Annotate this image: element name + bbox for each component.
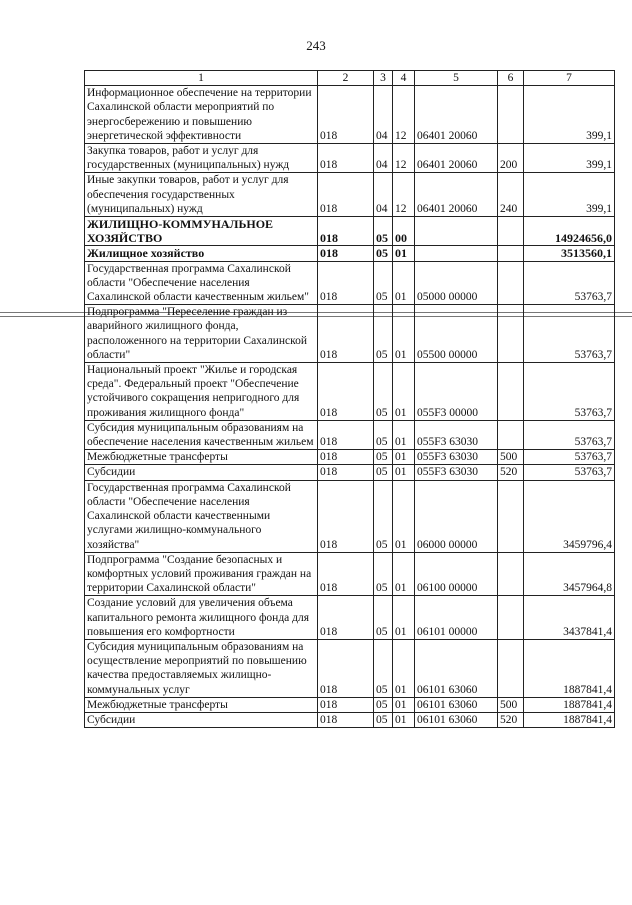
header-col-1: 1 bbox=[85, 71, 318, 86]
ministry-code-cell: 018 bbox=[318, 246, 374, 261]
section-cell: 04 bbox=[374, 173, 393, 217]
target-article-cell: 06401 20060 bbox=[415, 86, 498, 144]
item-name-cell: Субсидии bbox=[85, 465, 318, 480]
expense-type-cell: 520 bbox=[498, 712, 524, 727]
subsection-cell: 01 bbox=[393, 246, 415, 261]
subsection-cell: 01 bbox=[393, 596, 415, 640]
section-cell: 05 bbox=[374, 697, 393, 712]
expense-type-cell bbox=[498, 261, 524, 305]
subsection-cell: 01 bbox=[393, 480, 415, 552]
table-row bbox=[85, 261, 615, 305]
subsection-cell: 00 bbox=[393, 217, 415, 246]
section-cell: 05 bbox=[374, 639, 393, 697]
amount-cell: 1887841,4 bbox=[524, 639, 615, 697]
section-cell: 05 bbox=[374, 450, 393, 465]
expense-type-cell bbox=[498, 305, 524, 363]
amount-cell: 53763,7 bbox=[524, 261, 615, 305]
amount-cell: 53763,7 bbox=[524, 465, 615, 480]
table-row bbox=[85, 450, 615, 465]
subsection-cell: 01 bbox=[393, 363, 415, 421]
item-name-cell: Национальный проект "Жилье и городская среда". Федеральный проект "Обеспечение устойчивого сокращения непригодного для проживания жилищного фонда" bbox=[85, 363, 318, 421]
table-row bbox=[85, 144, 615, 173]
section-cell: 05 bbox=[374, 261, 393, 305]
ministry-code-cell: 018 bbox=[318, 363, 374, 421]
section-cell: 05 bbox=[374, 305, 393, 363]
header-col-4: 4 bbox=[393, 71, 415, 86]
expense-type-cell bbox=[498, 420, 524, 449]
item-name-cell: Государственная программа Сахалинской области "Обеспечение населения Сахалинской области качественными услугами жилищно-коммунального хозяйства" bbox=[85, 480, 318, 552]
subsection-cell: 01 bbox=[393, 552, 415, 596]
subsection-cell: 01 bbox=[393, 420, 415, 449]
table-row bbox=[85, 420, 615, 449]
target-article-cell: 06401 20060 bbox=[415, 173, 498, 217]
item-name-cell: Создание условий для увеличения объема капитального ремонта жилищного фонда для повышения его комфортности bbox=[85, 596, 318, 640]
ministry-code-cell: 018 bbox=[318, 420, 374, 449]
subsection-cell: 12 bbox=[393, 173, 415, 217]
ministry-code-cell: 018 bbox=[318, 480, 374, 552]
target-article-cell: 055F3 63030 bbox=[415, 450, 498, 465]
expense-type-cell: 500 bbox=[498, 450, 524, 465]
subsection-cell: 12 bbox=[393, 144, 415, 173]
subsection-cell: 01 bbox=[393, 450, 415, 465]
item-name-cell: Субсидия муниципальным образованиям на осуществление мероприятий по повышению качества предоставляемых жилищно-коммунальных услуг bbox=[85, 639, 318, 697]
ministry-code-cell: 018 bbox=[318, 450, 374, 465]
item-name-cell: Межбюджетные трансферты bbox=[85, 697, 318, 712]
ministry-code-cell: 018 bbox=[318, 552, 374, 596]
table-row bbox=[85, 465, 615, 480]
header-col-5: 5 bbox=[415, 71, 498, 86]
target-article-cell: 055F3 63030 bbox=[415, 465, 498, 480]
item-name-cell: Иные закупки товаров, работ и услуг для обеспечения государственных (муниципальных) нужд bbox=[85, 173, 318, 217]
target-article-cell bbox=[415, 246, 498, 261]
header-col-3: 3 bbox=[374, 71, 393, 86]
ministry-code-cell: 018 bbox=[318, 217, 374, 246]
subsection-cell: 01 bbox=[393, 261, 415, 305]
section-cell: 04 bbox=[374, 86, 393, 144]
section-cell: 05 bbox=[374, 552, 393, 596]
item-name-cell: Государственная программа Сахалинской области "Обеспечение населения Сахалинской области качественным жильем" bbox=[85, 261, 318, 305]
table-row bbox=[85, 596, 615, 640]
table-row bbox=[85, 246, 615, 261]
header-col-2: 2 bbox=[318, 71, 374, 86]
ministry-code-cell: 018 bbox=[318, 712, 374, 727]
section-cell: 05 bbox=[374, 480, 393, 552]
subsection-cell: 01 bbox=[393, 465, 415, 480]
item-name-cell: ЖИЛИЩНО-КОММУНАЛЬНОЕ ХОЗЯЙСТВО bbox=[85, 217, 318, 246]
table-row bbox=[85, 639, 615, 697]
amount-cell: 399,1 bbox=[524, 173, 615, 217]
ministry-code-cell: 018 bbox=[318, 697, 374, 712]
page-number: 243 bbox=[306, 38, 326, 53]
ministry-code-cell: 018 bbox=[318, 144, 374, 173]
table-header-row bbox=[85, 71, 615, 86]
amount-cell: 53763,7 bbox=[524, 305, 615, 363]
header-col-6: 6 bbox=[498, 71, 524, 86]
amount-cell: 3457964,8 bbox=[524, 552, 615, 596]
target-article-cell: 05000 00000 bbox=[415, 261, 498, 305]
ministry-code-cell: 018 bbox=[318, 305, 374, 363]
target-article-cell: 05500 00000 bbox=[415, 305, 498, 363]
subsection-cell: 12 bbox=[393, 86, 415, 144]
amount-cell: 3459796,4 bbox=[524, 480, 615, 552]
item-name-cell: Межбюджетные трансферты bbox=[85, 450, 318, 465]
item-name-cell: Жилищное хозяйство bbox=[85, 246, 318, 261]
ministry-code-cell: 018 bbox=[318, 639, 374, 697]
ministry-code-cell: 018 bbox=[318, 465, 374, 480]
target-article-cell: 06401 20060 bbox=[415, 144, 498, 173]
amount-cell: 1887841,4 bbox=[524, 712, 615, 727]
table-row bbox=[85, 173, 615, 217]
subsection-cell: 01 bbox=[393, 697, 415, 712]
amount-cell: 53763,7 bbox=[524, 420, 615, 449]
section-cell: 05 bbox=[374, 596, 393, 640]
section-cell: 05 bbox=[374, 363, 393, 421]
section-cell: 05 bbox=[374, 465, 393, 480]
ministry-code-cell: 018 bbox=[318, 596, 374, 640]
expense-type-cell bbox=[498, 86, 524, 144]
table-row bbox=[85, 480, 615, 552]
expense-type-cell: 520 bbox=[498, 465, 524, 480]
section-cell: 05 bbox=[374, 217, 393, 246]
amount-cell: 1887841,4 bbox=[524, 697, 615, 712]
subsection-cell: 01 bbox=[393, 712, 415, 727]
amount-cell: 53763,7 bbox=[524, 450, 615, 465]
expense-type-cell: 200 bbox=[498, 144, 524, 173]
table-row bbox=[85, 712, 615, 727]
section-cell: 05 bbox=[374, 712, 393, 727]
expense-type-cell bbox=[498, 363, 524, 421]
table-row bbox=[85, 86, 615, 144]
expense-type-cell bbox=[498, 246, 524, 261]
header-col-7: 7 bbox=[524, 71, 615, 86]
amount-cell: 399,1 bbox=[524, 86, 615, 144]
target-article-cell: 06101 63060 bbox=[415, 697, 498, 712]
target-article-cell: 055F3 63030 bbox=[415, 420, 498, 449]
subsection-cell: 01 bbox=[393, 305, 415, 363]
target-article-cell: 06101 63060 bbox=[415, 639, 498, 697]
section-cell: 04 bbox=[374, 144, 393, 173]
subsection-cell: 01 bbox=[393, 639, 415, 697]
ministry-code-cell: 018 bbox=[318, 173, 374, 217]
expense-type-cell bbox=[498, 480, 524, 552]
table-body bbox=[85, 86, 615, 728]
target-article-cell: 06101 00000 bbox=[415, 596, 498, 640]
item-name-cell: Субсидии bbox=[85, 712, 318, 727]
table-row bbox=[85, 363, 615, 421]
amount-cell: 3437841,4 bbox=[524, 596, 615, 640]
expense-type-cell: 240 bbox=[498, 173, 524, 217]
item-name-cell: Подпрограмма "Переселение граждан из аварийного жилищного фонда, расположенного на территории Сахалинской области" bbox=[85, 305, 318, 363]
table-row bbox=[85, 552, 615, 596]
item-name-cell: Субсидия муниципальным образованиям на обеспечение населения качественным жильем bbox=[85, 420, 318, 449]
section-cell: 05 bbox=[374, 246, 393, 261]
expense-type-cell bbox=[498, 217, 524, 246]
target-article-cell bbox=[415, 217, 498, 246]
section-cell: 05 bbox=[374, 420, 393, 449]
amount-cell: 53763,7 bbox=[524, 363, 615, 421]
item-name-cell: Информационное обеспечение на территории Сахалинской области мероприятий по энергосбережению и повышению энергетической эффективности bbox=[85, 86, 318, 144]
table-row bbox=[85, 217, 615, 246]
ministry-code-cell: 018 bbox=[318, 261, 374, 305]
table-row bbox=[85, 697, 615, 712]
amount-cell: 399,1 bbox=[524, 144, 615, 173]
target-article-cell: 06101 63060 bbox=[415, 712, 498, 727]
expense-type-cell bbox=[498, 639, 524, 697]
budget-table bbox=[84, 70, 615, 728]
budget-table-container bbox=[84, 70, 614, 728]
amount-cell: 3513560,1 bbox=[524, 246, 615, 261]
expense-type-cell bbox=[498, 552, 524, 596]
expense-type-cell bbox=[498, 596, 524, 640]
item-name-cell: Подпрограмма "Создание безопасных и комфортных условий проживания граждан на территории Сахалинской области" bbox=[85, 552, 318, 596]
target-article-cell: 06100 00000 bbox=[415, 552, 498, 596]
expense-type-cell: 500 bbox=[498, 697, 524, 712]
target-article-cell: 055F3 00000 bbox=[415, 363, 498, 421]
table-row bbox=[85, 305, 615, 363]
item-name-cell: Закупка товаров, работ и услуг для государственных (муниципальных) нужд bbox=[85, 144, 318, 173]
amount-cell: 14924656,0 bbox=[524, 217, 615, 246]
target-article-cell: 06000 00000 bbox=[415, 480, 498, 552]
ministry-code-cell: 018 bbox=[318, 86, 374, 144]
